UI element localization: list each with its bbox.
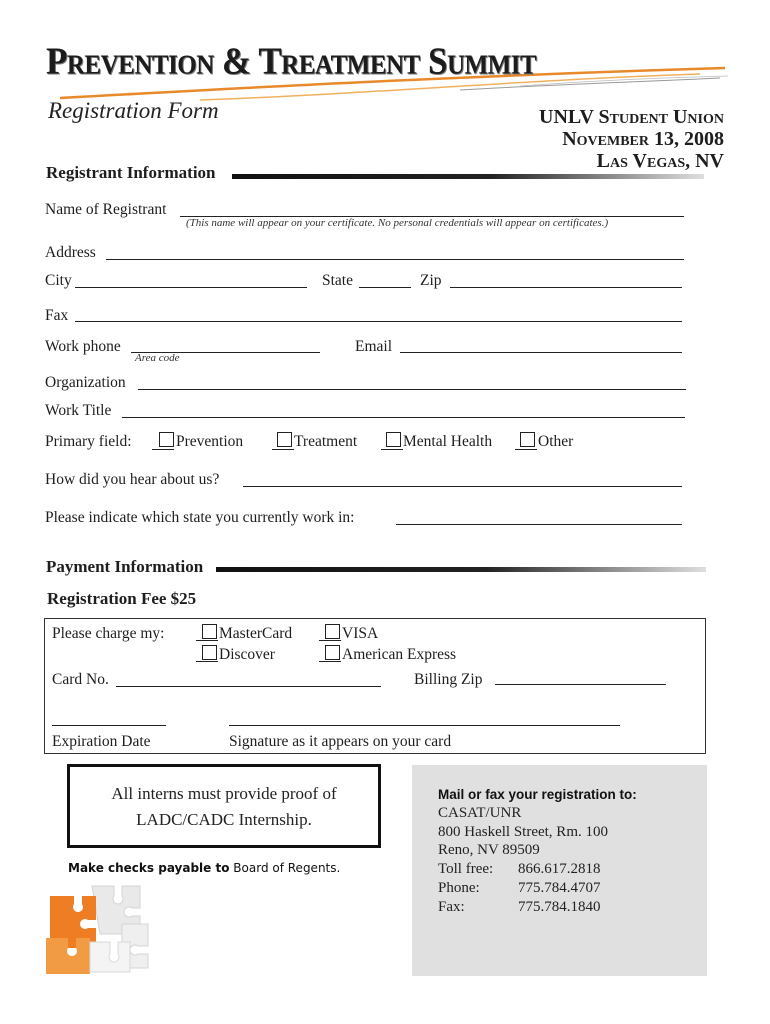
email-field[interactable]	[400, 352, 682, 353]
event-city: Las Vegas, NV	[596, 150, 724, 172]
registration-fee: Registration Fee $25	[47, 589, 197, 608]
checks-payable-note	[68, 861, 340, 875]
email-label: Email	[355, 338, 393, 355]
zip-label: Zip	[420, 272, 442, 289]
city-label: City	[45, 272, 72, 289]
organization-label: Organization	[45, 374, 126, 391]
city-field[interactable]	[75, 287, 307, 288]
state-field[interactable]	[359, 287, 411, 288]
card-number-field[interactable]	[116, 686, 381, 687]
mail-city: Reno, NV 89509	[438, 842, 540, 858]
payment-section-heading: Payment Information	[46, 557, 204, 576]
work-title-field[interactable]	[122, 417, 685, 418]
internship-notice-box	[67, 764, 381, 848]
mail-org: CASAT/UNR	[438, 805, 522, 821]
name-hint: (This name will appear on your certificate. No personal credentials will appear on certificates.)	[186, 217, 609, 229]
name-label: Name of Registrant	[45, 201, 167, 218]
notice-line-2: LADC/CADC Internship.	[136, 810, 312, 829]
charge-label: Please charge my:	[52, 625, 165, 642]
checks-payee: Board of Regents.	[233, 861, 341, 875]
form-subtitle: Registration Form	[48, 98, 219, 123]
mastercard-checkbox[interactable]	[202, 624, 217, 639]
treatment-option-label: Treatment	[294, 433, 358, 450]
hear-about-label: How did you hear about us?	[45, 471, 220, 488]
mail-heading: Mail or fax your registration to:	[438, 787, 637, 802]
american-express-checkbox[interactable]	[325, 645, 340, 660]
visa-checkbox[interactable]	[325, 624, 340, 639]
work-phone-label: Work phone	[45, 338, 121, 355]
mastercard-label: MasterCard	[219, 625, 293, 642]
tollfree-label: Toll free:	[438, 861, 494, 877]
work-title-label: Work Title	[45, 402, 112, 419]
zip-field[interactable]	[450, 287, 682, 288]
expiration-date-field[interactable]	[52, 725, 166, 726]
event-venue: UNLV Student Union	[539, 106, 724, 128]
card-number-label: Card No.	[52, 671, 109, 688]
mail-street: 800 Haskell Street, Rm. 100	[438, 824, 608, 840]
signature-field[interactable]	[229, 725, 620, 726]
organization-field[interactable]	[138, 389, 686, 390]
state-label: State	[322, 272, 353, 289]
fax-number: 775.784.1840	[518, 899, 601, 915]
section-divider	[232, 174, 704, 179]
expiration-date-label: Expiration Date	[52, 733, 151, 750]
billing-zip-field[interactable]	[495, 684, 666, 685]
state-work-field[interactable]	[396, 524, 682, 525]
puzzle-pieces-graphic	[40, 880, 165, 980]
prevention-option-label: Prevention	[176, 433, 244, 450]
fax-label: Fax	[45, 307, 69, 324]
treatment-checkbox[interactable]	[277, 432, 292, 447]
hear-about-field[interactable]	[243, 486, 682, 487]
registrant-section-heading: Registrant Information	[46, 163, 216, 182]
other-option-label: Other	[538, 433, 574, 450]
mental-health-checkbox[interactable]	[386, 432, 401, 447]
section-divider	[216, 567, 706, 572]
address-field[interactable]	[106, 259, 684, 260]
event-date: November 13, 2008	[562, 128, 724, 150]
phone-number: 775.784.4707	[518, 880, 601, 896]
state-work-label: Please indicate which state you currently work in:	[45, 509, 355, 526]
visa-label: VISA	[342, 625, 379, 642]
tollfree-number: 866.617.2818	[518, 861, 601, 877]
notice-line-1: All interns must provide proof of	[111, 784, 337, 803]
fax-number-label: Fax:	[438, 899, 465, 915]
other-checkbox[interactable]	[520, 432, 535, 447]
american-express-label: American Express	[342, 646, 457, 663]
checks-payable-prefix: Make checks payable to	[68, 861, 230, 875]
billing-zip-label: Billing Zip	[414, 671, 483, 688]
address-label: Address	[45, 244, 96, 261]
primary-field-label: Primary field:	[45, 433, 132, 450]
fax-field[interactable]	[75, 321, 682, 322]
mental-health-option-label: Mental Health	[403, 433, 493, 450]
discover-label: Discover	[219, 646, 275, 663]
discover-checkbox[interactable]	[202, 645, 217, 660]
area-code-hint: Area code	[135, 352, 180, 364]
page-title: Prevention & Treatment Summit	[46, 40, 537, 83]
prevention-checkbox[interactable]	[159, 432, 174, 447]
phone-label: Phone:	[438, 880, 480, 896]
signature-label: Signature as it appears on your card	[229, 733, 452, 750]
